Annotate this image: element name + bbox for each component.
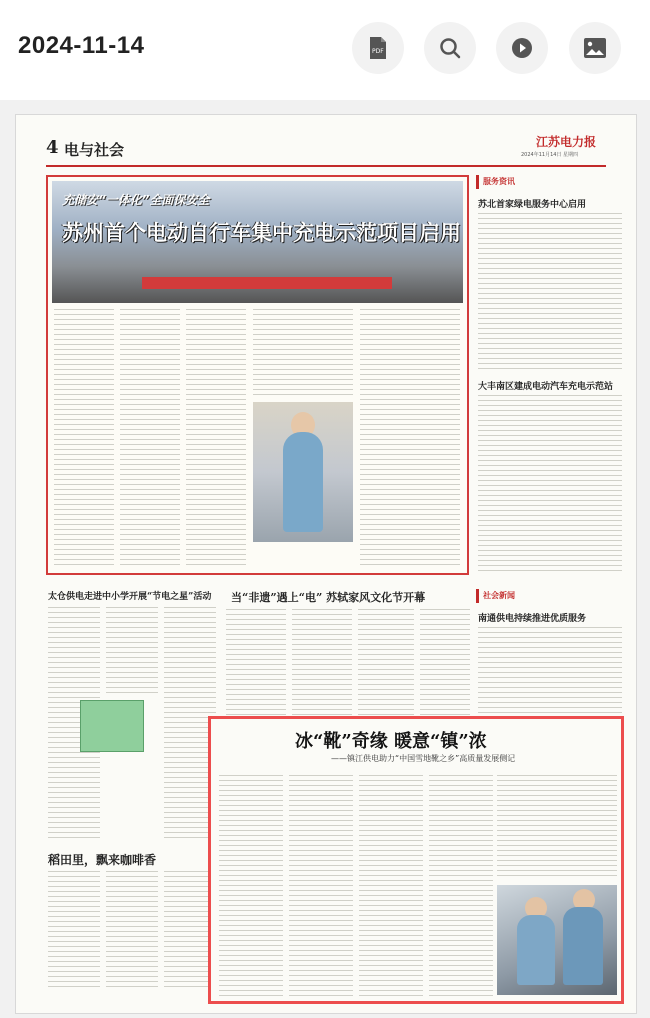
pdf-icon (367, 36, 389, 60)
sidebar-text-2 (478, 395, 622, 575)
boot-workers-photo (497, 885, 617, 995)
app-toolbar (0, 0, 650, 100)
ad-box (80, 700, 144, 752)
highlight-col-5 (497, 775, 617, 879)
worker-1 (517, 915, 555, 985)
essay-title[interactable]: 稻田里，飘来咖啡香 (48, 853, 157, 867)
charging-station-photo (52, 181, 463, 303)
issue-date: 2024-11-14 (18, 32, 145, 59)
highlight-col-3 (359, 775, 423, 997)
sidebar-title-3[interactable]: 南通供电持续推进优质服务 (478, 614, 587, 624)
sidebar-tag-news: 社会新闻 (476, 589, 526, 603)
story-text-col-3 (186, 309, 246, 567)
essay-col-2 (106, 871, 158, 991)
issue-meta: 2024年11月14日 星期四 (521, 152, 579, 158)
story-text-col-2 (120, 309, 180, 567)
mid-article-col-3 (358, 609, 414, 721)
search-icon (438, 36, 462, 60)
mid-article-col-4 (420, 609, 470, 721)
story-text-col-1 (54, 309, 114, 567)
svg-text:PDF: PDF (372, 48, 384, 55)
sidebar-text-3 (478, 627, 622, 717)
left-article-title[interactable]: 太仓供电走进中小学开展“节电之星”活动 (48, 592, 212, 602)
search-button[interactable] (424, 22, 476, 74)
sidebar-text-1 (478, 213, 622, 369)
section-title: 电与社会 (64, 141, 125, 159)
sidebar-title-2[interactable]: 大丰南区建成电动汽车充电示范站 (478, 382, 614, 392)
worker-figure (283, 432, 323, 532)
newspaper-viewer[interactable] (0, 100, 650, 1018)
highlight-title: 冰“靴”奇缘 暖意“镇”浓 (295, 731, 487, 752)
story-kicker: 充储安“一体化”全面保安全 (62, 193, 210, 207)
highlight-col-1 (219, 775, 283, 997)
story-text-col-5 (360, 309, 460, 567)
highlight-col-2 (289, 775, 353, 997)
play-button[interactable] (496, 22, 548, 74)
mid-article-col-1 (226, 609, 286, 721)
story-headline: 苏州首个电动自行车集中充电示范项目启用 (62, 220, 461, 245)
image-icon (583, 37, 607, 59)
image-button[interactable] (569, 22, 621, 74)
page-number: 4 (46, 137, 59, 158)
header-rule (46, 165, 606, 167)
newspaper-brand: 江苏电力报 (536, 135, 597, 149)
sidebar-tag-service: 服务资讯 (476, 175, 526, 189)
play-icon (510, 36, 534, 60)
mid-article-title[interactable]: 当“非遗”遇上“电” 苏轼家风文化节开幕 (231, 591, 426, 604)
mid-article-col-2 (292, 609, 352, 721)
pdf-button[interactable] (352, 22, 404, 74)
highlighted-article[interactable] (208, 716, 624, 1004)
highlight-col-4 (429, 775, 493, 997)
essay-col-1 (48, 871, 100, 991)
main-story[interactable] (46, 175, 469, 575)
sidebar-title-1[interactable]: 苏北首家绿电服务中心启用 (478, 200, 587, 210)
left-article-col-2 (106, 607, 158, 697)
highlight-subtitle: ——镇江供电助力“中国雪地靴之乡”高质量发展侧记 (331, 754, 516, 763)
worker-2 (563, 907, 603, 985)
story-text-col-4 (253, 309, 353, 397)
worker-photo (253, 402, 353, 542)
station-banner (142, 277, 392, 289)
